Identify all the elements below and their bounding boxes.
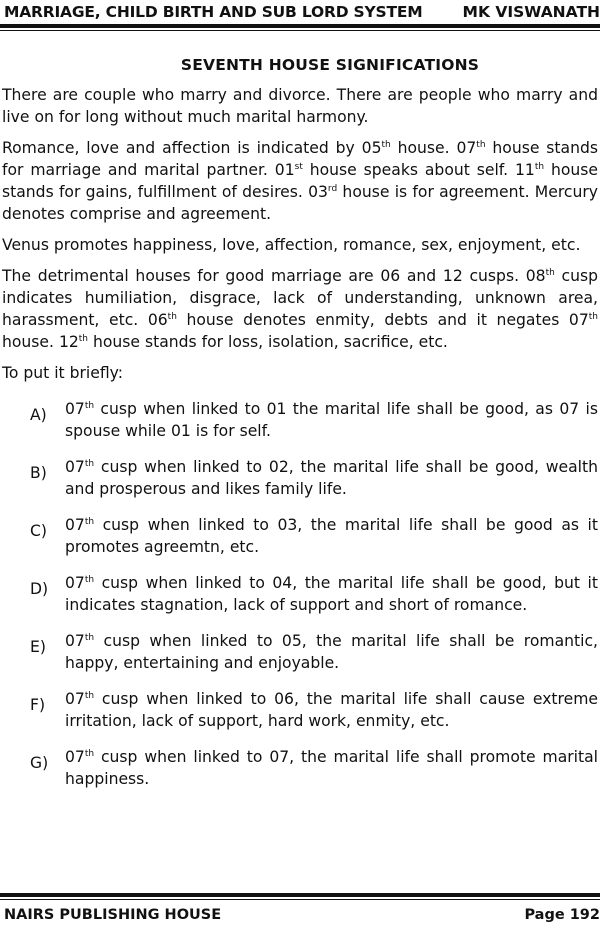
item-text: cusp when linked to 07, the marital life shall promote marital happiness. [65, 748, 598, 788]
p4-text-a: The detrimental houses for good marriage are 06 and 12 cusps. 08 [2, 267, 546, 285]
paragraph-5: To put it briefly: [2, 364, 124, 382]
item-text: cusp when linked to 03, the marital life shall be good as it promotes agreemtn, etc. [65, 516, 598, 556]
item-text: cusp when linked to 02, the marital life shall be good, wealth and prosperous and likes family life. [65, 458, 598, 498]
item-sup: th [84, 690, 95, 701]
list-item [0, 572, 600, 616]
p4-text-e: house stands for loss, isolation, sacrifice, etc. [88, 333, 448, 351]
p2-text-f: house is for agreement. Mercury denotes comprise and agreement. [2, 183, 599, 223]
p2-text-d: house speaks about self. 11 [302, 161, 535, 179]
p4-text-b: cusp indicates humiliation, disgrace, lack of understanding, unknown area, harassment, etc. 06 [2, 267, 598, 329]
item-number: 07 [65, 748, 85, 766]
list-item [0, 398, 600, 442]
item-letter: B) [30, 464, 47, 482]
list-item [0, 688, 600, 732]
p2-sup-b: th [476, 139, 486, 150]
p2-text-a: Romance, love and affection is indicated by 05 [2, 139, 382, 157]
item-letter: G) [30, 754, 49, 772]
item-letter: F) [30, 696, 46, 714]
book-title: MARRIAGE, CHILD BIRTH AND SUB LORD SYSTEM [4, 3, 423, 21]
header-rule-thin [0, 30, 600, 31]
item-text: cusp when linked to 01 the marital life shall be good, as 07 is spouse while 01 is for self. [65, 400, 598, 440]
p2-text-e: house stands for gains, fulfillment of desires. 03 [2, 161, 598, 201]
item-sup: th [84, 632, 95, 643]
p2-text-b: house. 07 [390, 139, 477, 157]
item-sup: th [84, 574, 95, 585]
item-letter: C) [30, 522, 47, 540]
list-item [0, 514, 600, 558]
paragraph-3: Venus promotes happiness, love, affection, romance, sex, enjoyment, etc. [2, 236, 581, 254]
p2-text-c: house stands for marriage and marital partner. 01 [2, 139, 598, 179]
p2-sup-a: th [381, 139, 391, 150]
paragraph-4 [0, 265, 600, 353]
list-item [0, 456, 600, 500]
item-sup: th [84, 400, 95, 411]
p4-sup-c: th [588, 311, 598, 322]
item-number: 07 [65, 458, 85, 476]
item-number: 07 [65, 574, 85, 592]
item-letter: A) [30, 406, 47, 424]
p2-sup-c: st [294, 161, 303, 172]
section-title: SEVENTH HOUSE SIGNIFICATIONS [180, 56, 480, 74]
item-sup: th [84, 458, 95, 469]
paragraph-1: There are couple who marry and divorce. There are people who marry and live on for long without much marital harmony. [2, 86, 598, 126]
p4-sup-a: th [545, 267, 555, 278]
item-sup: th [84, 516, 95, 527]
page-body [0, 56, 600, 804]
footer-rule-thick [0, 893, 600, 897]
item-letter: D) [30, 580, 49, 598]
item-number: 07 [65, 400, 85, 418]
p4-sup-d: th [78, 333, 89, 344]
signification-list [0, 398, 600, 790]
p2-sup-e: rd [327, 183, 338, 194]
item-text: cusp when linked to 06, the marital life shall cause extreme irritation, lack of support, hard work, enmity, etc. [65, 690, 598, 730]
page-number: Page 192 [524, 907, 600, 923]
footer-rule-thin [0, 899, 600, 900]
item-sup: th [84, 748, 95, 759]
paragraph-2 [0, 137, 600, 225]
item-number: 07 [65, 632, 85, 650]
list-item [0, 630, 600, 674]
item-text: cusp when linked to 05, the marital life shall be romantic, happy, entertaining and enjoyable. [65, 632, 598, 672]
item-text: cusp when linked to 04, the marital life shall be good, but it indicates stagnation, lack of support and short of romance. [65, 574, 598, 614]
publisher-name: NAIRS PUBLISHING HOUSE [4, 907, 222, 923]
header-rule-thick [0, 24, 600, 28]
p4-sup-b: th [167, 311, 177, 322]
p4-text-c: house denotes enmity, debts and it negates 07 [176, 311, 589, 329]
author-name: MK VISWANATH [462, 3, 600, 21]
p2-sup-d: th [534, 161, 545, 172]
item-letter: E) [30, 638, 46, 656]
p4-text-d: house. 12 [2, 333, 79, 351]
list-item [0, 746, 600, 790]
item-number: 07 [65, 690, 85, 708]
item-number: 07 [65, 516, 85, 534]
